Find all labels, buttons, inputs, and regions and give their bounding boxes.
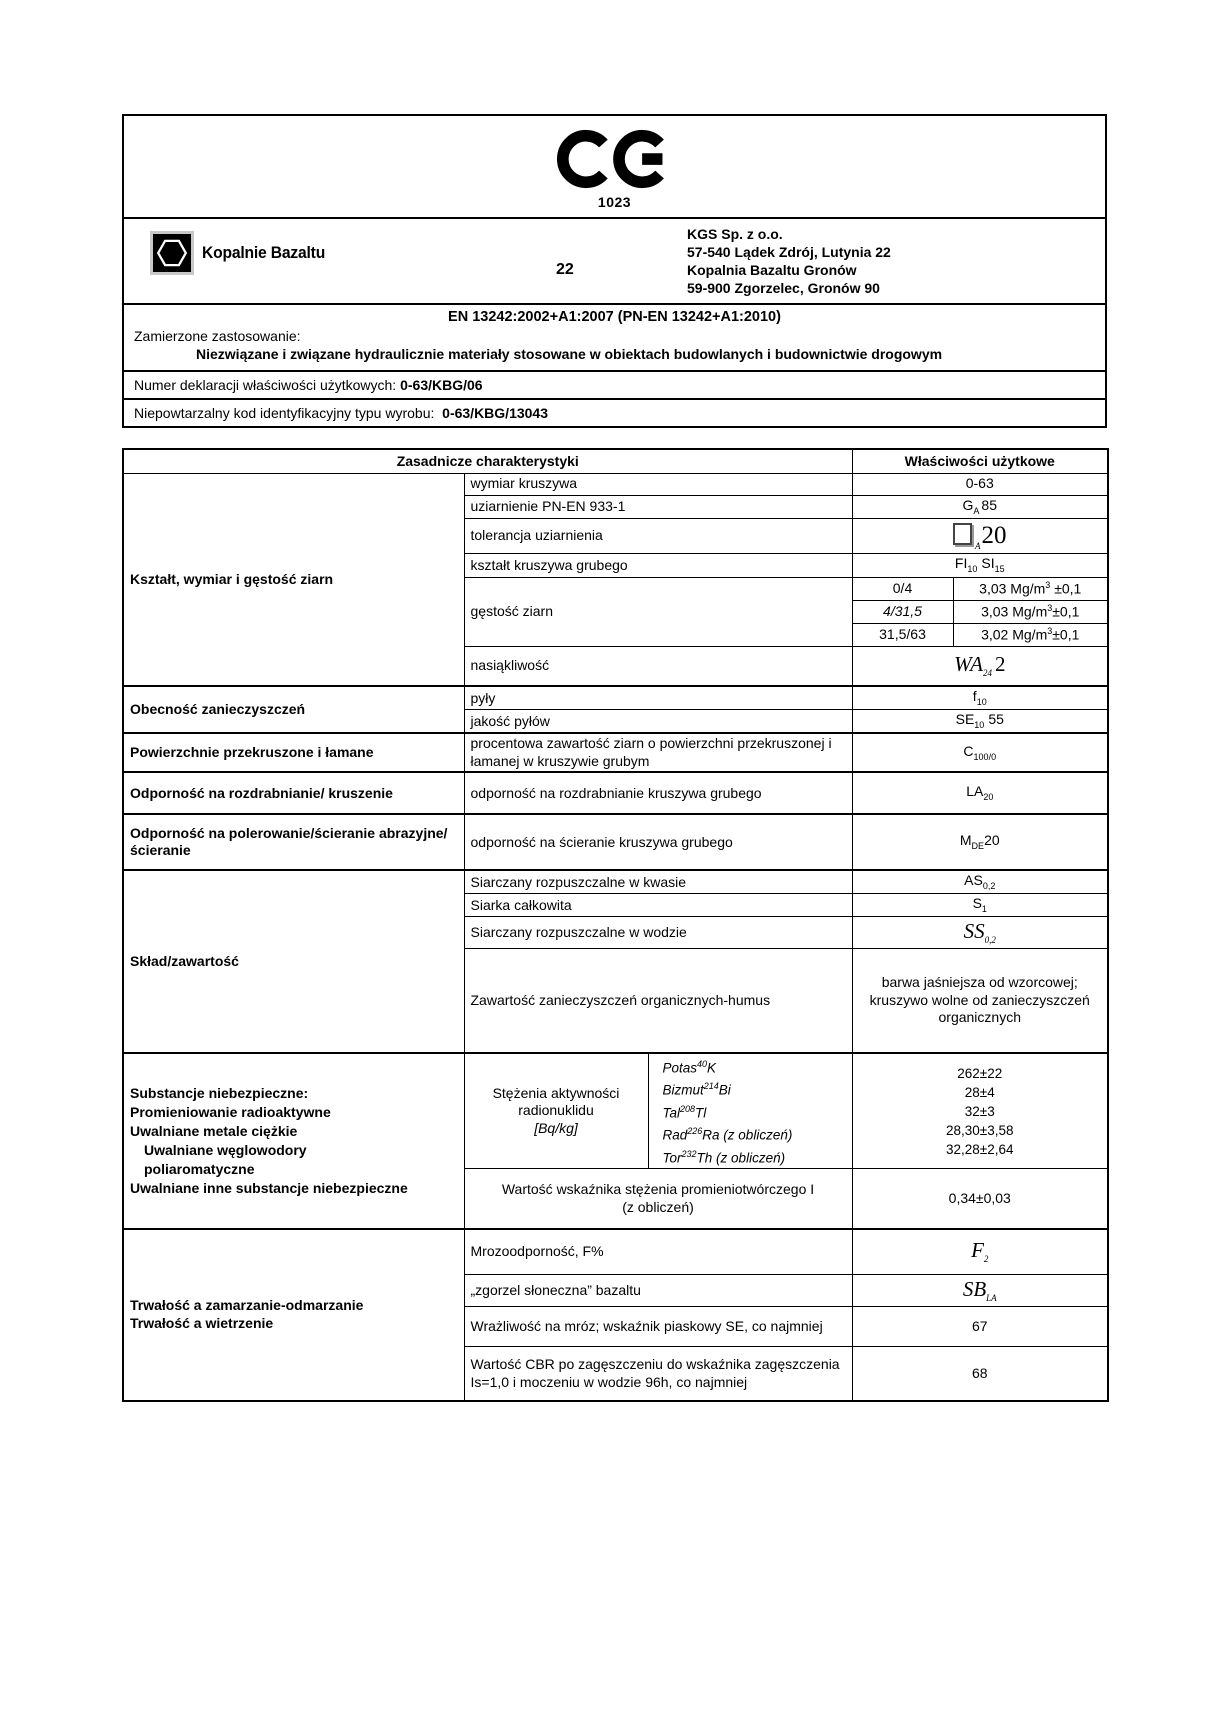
value-mrozoodpornosc: $F_2$ [852,1229,1108,1275]
row-label-przekruszone: procentowa zawartość ziarn o powierzchni przekruszonej i łamanej w kruszywie grubym [464,733,852,772]
group-composition: Skład/zawartość [123,870,464,1053]
value-nasiakliwosc: $WA_{24}$ 2 [852,646,1108,686]
row-label-wskaznik: Wartość wskaźnika stężenia promieniotwórczego I (z obliczeń) [464,1169,852,1229]
harmonized-standard: EN 13242:2002+A1:2007 (PN-EN 13242+A1:2010) [448,309,781,325]
density-fraction-1: 0/4 [852,577,953,600]
row-label-wymiar: wymiar kruszywa [464,473,852,495]
manufacturer-address [687,225,891,297]
value-ksztalt: $FI_{10}$ $SI_{15}$ [852,553,1108,577]
value-wymiar: 0-63 [852,473,1108,495]
row-label-nasiakliwosc: nasiąkliwość [464,646,852,686]
ce-mark-logo [556,128,674,190]
column-header-performance: Właściwości użytkowe [852,449,1108,473]
row-label-humus: Zawartość zanieczyszczeń organicznych-humus [464,949,852,1053]
column-header-characteristics: Zasadnicze charakterystyki [123,449,852,473]
value-siarczany-woda: $SS_{0,2}$ [852,917,1108,949]
hexagon-logo-icon [150,231,194,275]
declaration-number-box [122,370,1107,400]
row-label-mrozoodpornosc: Mrozoodporność, F% [464,1229,852,1275]
isotope-list: Potas$^{40}$K Bizmut$^{214}$Bi Tal$^{208}$Tl Rad$^{226}$Ra (z obliczeń) Tor$^{232}$Th (z obliczeń) [648,1053,852,1169]
row-label-tolerancja: tolerancja uziarnienia [464,518,852,553]
value-tolerancja: $_A$20 [852,518,1108,553]
performance-table [122,448,1109,1402]
declaration-of-performance-document [122,114,1107,1402]
ce-header-box [122,114,1107,305]
logo-text: Kopalnie Bazaltu [202,243,326,262]
group-abrasion: Odporność na polerowanie/ścieranie abrazyjne/ścieranie [123,814,464,870]
density-fraction-3: 31,5/63 [852,623,953,646]
isotope-values: 262±22 28±4 32±3 28,30±3,58 32,28±2,64 [852,1053,1108,1169]
notified-body-number: 1023 [597,194,632,210]
value-siarka: $S_1$ [852,894,1108,917]
declaration-number-label: Numer deklaracji właściwości użytkowych: [134,377,397,393]
value-uziarnienie: $G_A$ 85 [852,495,1108,518]
row-label-jakosc-pylow: jakość pyłów [464,710,852,734]
value-humus: barwa jaśniejsza od wzorcowej; kruszywo wolne od zanieczyszczeń organicznych [852,949,1108,1053]
density-value-3: 3,02 $Mg/m^3\pm 0,1$ [953,623,1108,646]
plant-name: Kopalnia Bazaltu Gronów [687,262,857,278]
standard-box [122,303,1107,372]
row-label-radionuklidy: Stężenia aktywności radionuklidu [Bq/kg] [464,1053,648,1169]
density-value-2: 3,03 $Mg/m^3\pm 0,1$ [953,600,1108,623]
row-label-uziarnienie: uziarnienie PN-EN 933-1 [464,495,852,518]
group-durability: Trwałość a zamarzanie-odmarzanie Trwałość a wietrzenie [123,1229,464,1401]
group-fragmentation: Odporność na rozdrabnianie/ kruszenie [123,772,464,814]
company-address-line: 57-540 Lądek Zdrój, Lutynia 22 [687,244,891,260]
value-cbr: 68 [852,1347,1108,1401]
row-label-scieranie: odporność na ścieranie kruszywa grubego [464,814,852,870]
group-crushed-surfaces: Powierzchnie przekruszone i łamane [123,733,464,772]
product-code-label: Niepowtarzalny kod identyfikacyjny typu wyrobu: [134,405,435,421]
ce-marking-year: 22 [556,261,574,278]
group-shape-size-density: Kształt, wymiar i gęstość ziarn [123,473,464,686]
value-jakosc-pylow: $SE_{10}$ 55 [852,710,1108,734]
row-label-pyly: pyły [464,686,852,710]
ce-section [124,116,1105,219]
value-scieranie: $M_{DE}20$ [852,814,1108,870]
company-logo [150,231,336,275]
row-label-cbr: Wartość CBR po zagęszczeniu do wskaźnika zagęszczenia Is=1,0 i moczeniu w wodzie 96h, co najmniej [464,1347,852,1401]
group-impurities: Obecność zanieczyszczeń [123,686,464,733]
row-label-wrazliwosc: Wrażliwość na mróz; wskaźnik piaskowy SE, co najmniej [464,1307,852,1347]
intended-use-label: Zamierzone zastosowanie: [134,328,301,344]
value-pyly: $f_{10}$ [852,686,1108,710]
group-hazardous-substances: Substancje niebezpieczne: Promieniowanie radioaktywne Uwalniane metale ciężkie Uwalniane węglowodory poliaromatyczne Uwalniane inne substancje niebezpieczne [123,1053,464,1229]
missing-glyph-box-icon [953,523,972,545]
density-fraction-2: 4/31,5 [852,600,953,623]
value-siarczany-kwas: $AS_{0,2}$ [852,870,1108,894]
row-label-zgorzel: „zgorzel słoneczna” bazaltu [464,1275,852,1307]
product-code-box [122,398,1107,428]
value-zgorzel: $SB_{LA}$ [852,1275,1108,1307]
density-value-1: 3,03 $Mg/m^3 \pm 0,1$ [953,577,1108,600]
value-wrazliwosc: 67 [852,1307,1108,1347]
plant-address-line: 59-900 Zgorzelec, Gronów 90 [687,280,880,296]
company-name: KGS Sp. z o.o. [687,226,783,242]
value-wskaznik: 0,34±0,03 [852,1169,1108,1229]
manufacturer-section [124,219,1105,303]
row-label-siarczany-kwas: Siarczany rozpuszczalne w kwasie [464,870,852,894]
row-label-rozdrabnianie: odporność na rozdrabnianie kruszywa grubego [464,772,852,814]
value-rozdrabnianie: $LA_{20}$ [852,772,1108,814]
row-label-siarczany-woda: Siarczany rozpuszczalne w wodzie [464,917,852,949]
intended-use-text: Niezwiązane i związane hydraulicznie materiały stosowane w obiektach budowlanych i budownictwie drogowym [196,346,943,362]
value-przekruszone: $C_{100/0}$ [852,733,1108,772]
row-label-siarka: Siarka całkowita [464,894,852,917]
declaration-number-value: 0-63/KBG/06 [400,377,483,393]
row-label-ksztalt: kształt kruszywa grubego [464,553,852,577]
row-label-gestosc: gęstość ziarn [464,577,852,646]
product-code-value: 0-63/KBG/13043 [442,405,548,421]
